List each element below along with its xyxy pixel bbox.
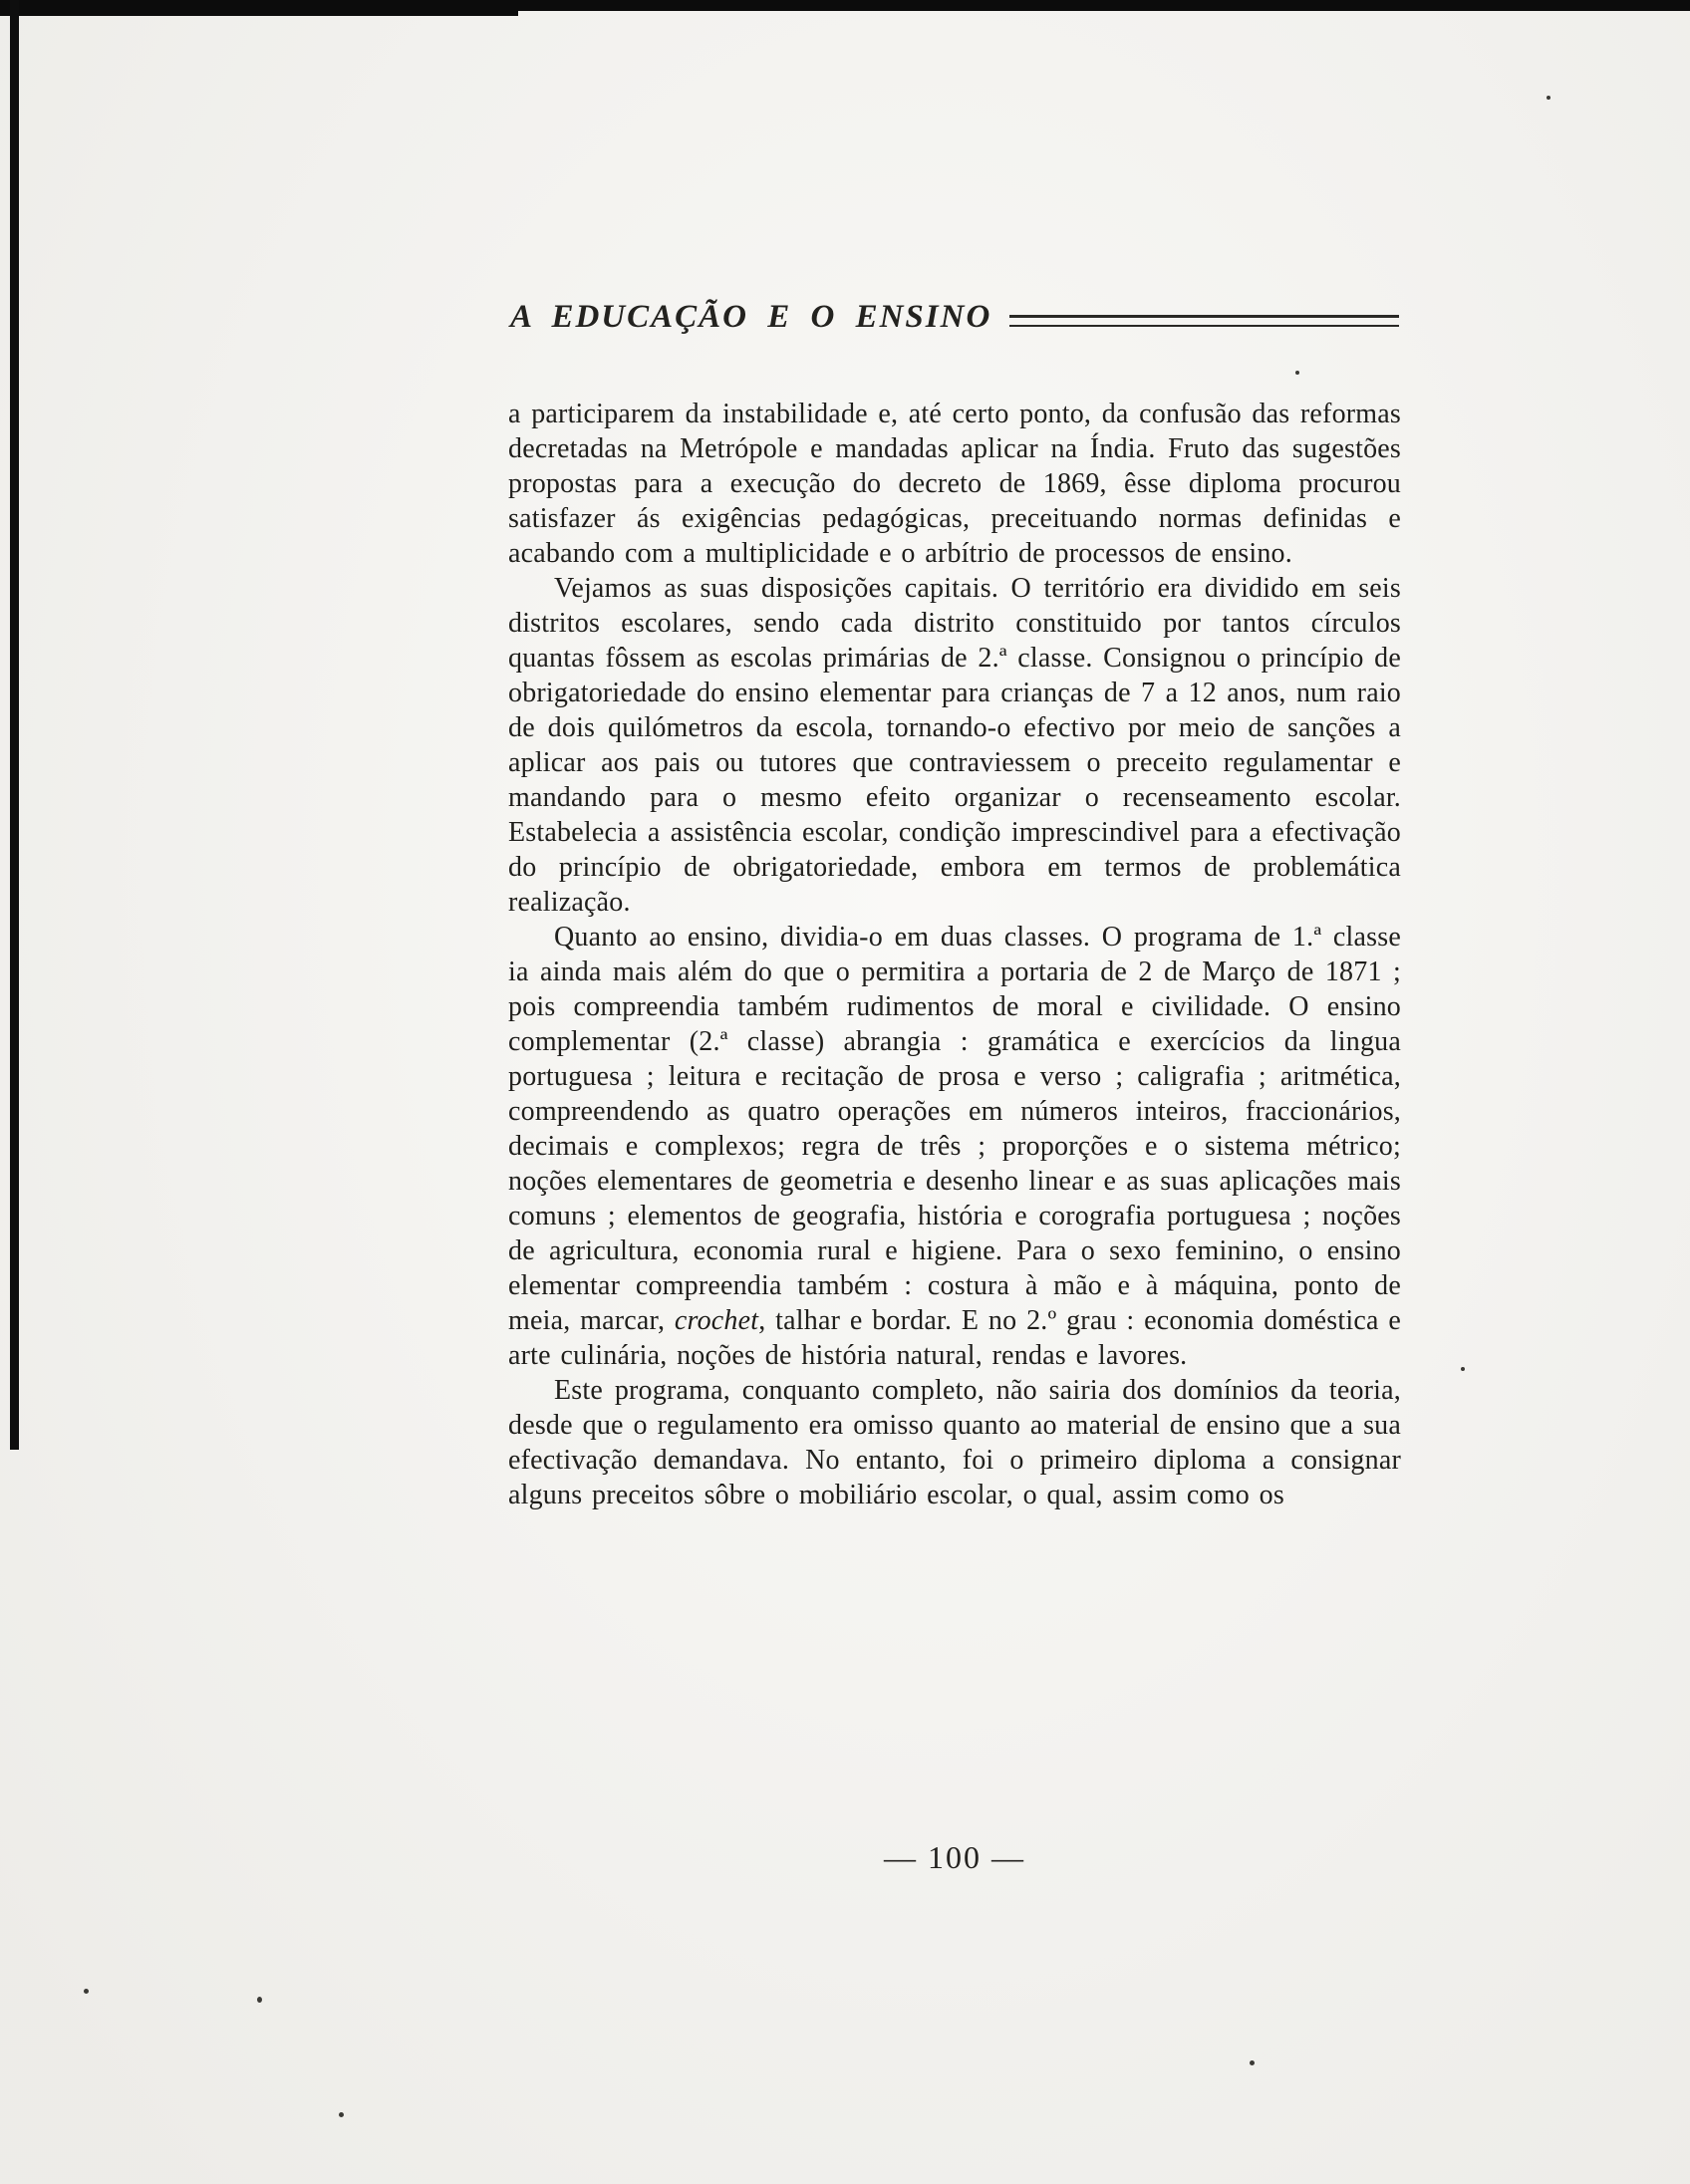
- page-header: [510, 299, 1399, 336]
- page-number: — 100 —: [884, 1839, 1025, 1875]
- paragraph: Este programa, conquanto completo, não sairia dos domínios da teoria, desde que o regulamento era omisso quanto ao material de ensino que a sua efectivação demandava. No entanto, foi o primeiro diploma a consignar alguns preceitos sôbre o mobiliário escolar, o qual, assim como os: [508, 1375, 1401, 1510]
- scan-edge-top-left: [0, 0, 518, 16]
- paragraph: a participarem da instabilidade e, até certo ponto, da confusão das reformas decretadas na Metrópole e mandadas aplicar na Índia. Fruto das sugestões propostas para a execução do decreto de 1869, êsse diploma procurou satisfazer ás exigências pedagógicas, preceituando normas definidas e acabando com a multiplicidade e o arbítrio de processos de ensino.: [508, 399, 1401, 569]
- scan-speck: [1250, 2060, 1255, 2065]
- paragraph-text: Quanto ao ensino, dividia-o em duas classes. O programa de 1.ª classe ia ainda mais além do que o permitira a portaria de 2 de Março de 1871 ; pois compreendia também rudimentos de moral e civilidade. O ensino complementar (2.ª classe) abrangia : gramática e exercícios da lingua portuguesa ; leitura e recitação de prosa e verso ; caligrafia ; aritmética, compreendendo as quatro operações em números inteiros, fraccionários, decimais e complexos; regra de três ; proporções e o sistema métrico; noções elementares de geometria e desenho linear e as suas aplicações mais comuns ; elementos de geografia, história e corografia portuguesa ; noções de agricultura, economia rural e higiene. Para o sexo feminino, o ensino elementar compreendia também : costura à mão e à máquina, ponto de meia, marcar,: [508, 922, 1401, 1336]
- paragraph: Vejamos as suas disposições capitais. O território era dividido em seis distritos escolares, sendo cada distrito constituido por tantos círculos quantas fôssem as escolas primárias de 2.ª classe. Consignou o princípio de obrigatoriedade do ensino elementar para crianças de 7 a 12 anos, num raio de dois quilómetros da escola, tornando-o efectivo por meio de sanções a aplicar aos pais ou tutores que contraviessem o preceito regulamentar e mandando para o mesmo efeito organizar o recenseamento escolar. Estabelecia a assistência escolar, condição imprescindivel para a efectivação do princípio de obrigatoriedade, embora em termos de problemática realização.: [508, 573, 1401, 918]
- scan-speck: [257, 1997, 262, 2003]
- scan-speck: [1295, 371, 1299, 375]
- paragraph: [508, 920, 1401, 1373]
- italic-word: crochet: [674, 1305, 759, 1336]
- body-text: [508, 397, 1401, 1512]
- header-title: A EDUCAÇÃO E O ENSINO: [510, 299, 992, 335]
- scan-speck: [84, 1989, 89, 1994]
- scan-speck: [1461, 1367, 1465, 1371]
- scan-speck: [1547, 96, 1550, 100]
- scan-edge-left: [10, 0, 19, 1450]
- scan-speck: [339, 2112, 344, 2117]
- header-rule: [1009, 315, 1399, 327]
- paragraph-text: , talhar e bordar. E no 2.º grau : economia doméstica e arte culinária, noções de história natural, rendas e lavores.: [508, 1305, 1401, 1371]
